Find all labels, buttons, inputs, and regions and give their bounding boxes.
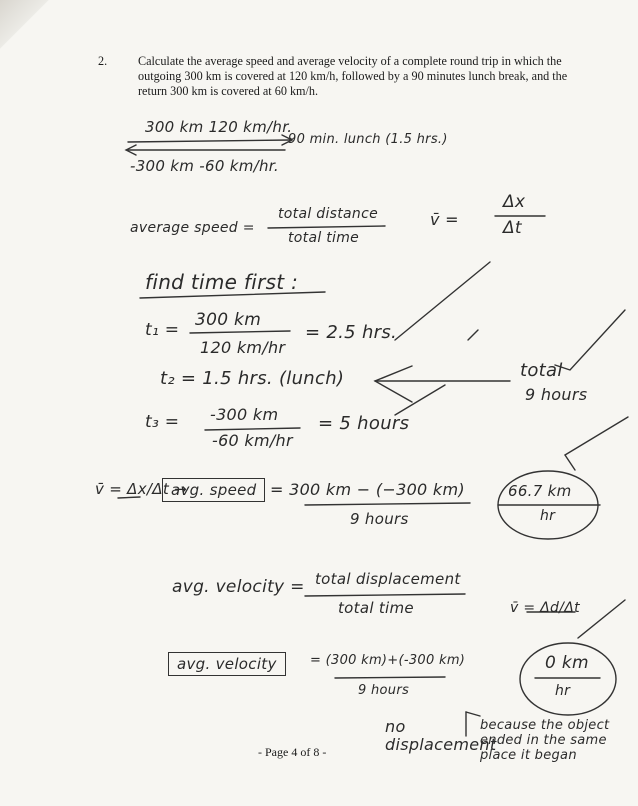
- problem-text: Calculate the average speed and average velocity of a complete round trip in which the outgoing 300 km is covered at 120 km/h, followed by a 90 minutes lunch break, and the return 300 km is covered at 60 km/h.: [138, 54, 568, 98]
- velocity-check: [578, 600, 625, 638]
- speed-fraction-bar: [305, 503, 470, 505]
- velocity-fraction-bar: [335, 677, 445, 678]
- avg-speed-fraction-bar: [268, 226, 385, 228]
- check-line-bottom: [395, 385, 445, 415]
- speed-numerator: = 300 km − (−300 km): [270, 480, 465, 499]
- velocity-numerator: = (300 km)+(-300 km): [310, 653, 466, 668]
- because-arrow-head: [466, 712, 480, 716]
- trip-return: -300 km -60 km/hr.: [130, 157, 279, 175]
- t1-denominator: 120 km/hr: [200, 338, 286, 357]
- avg-velocity-box: avg. velocity: [168, 652, 286, 676]
- t1-label: t₁ =: [145, 320, 180, 340]
- trip-outgoing: 300 km 120 km/hr.: [145, 118, 293, 136]
- check-line-top: [395, 262, 490, 340]
- velocity-denominator: 9 hours: [358, 683, 410, 698]
- velocity-def-fraction-bar: [305, 594, 465, 596]
- vbar-equals: v̄ =: [430, 210, 459, 229]
- t1-numerator: 300 km: [195, 310, 262, 330]
- trip-lunch: 90 min. lunch (1.5 hrs.): [288, 132, 448, 147]
- vbar-dx-dt: v̄ = Δx/Δt →: [95, 480, 187, 498]
- t2-line: t₂ = 1.5 hrs. (lunch): [160, 368, 345, 389]
- t1-fraction-bar: [190, 331, 290, 333]
- delta-t: Δt: [503, 218, 522, 238]
- page-footer: - Page 4 of 8 -: [258, 745, 327, 759]
- speed-result-unit: hr: [540, 508, 556, 524]
- velocity-result-number: 0 km: [545, 653, 589, 673]
- no-displacement-note: no displacement: [385, 717, 497, 754]
- speed-denominator: 9 hours: [350, 510, 409, 528]
- total-time: total time: [288, 230, 360, 246]
- total-distance: total distance: [278, 206, 378, 222]
- total-arrow-head: [375, 366, 412, 402]
- problem-number: 2.: [98, 54, 108, 68]
- avg-speed-label: average speed =: [130, 220, 255, 236]
- avg-velocity-label: avg. velocity =: [172, 577, 305, 597]
- find-time-first: find time first :: [145, 270, 299, 294]
- t1-check: [468, 330, 478, 340]
- speed-result-number: 66.7 km: [508, 482, 572, 500]
- t3-result: = 5 hours: [318, 413, 410, 434]
- total-time-2: total time: [338, 599, 414, 617]
- total-hours: 9 hours: [525, 385, 588, 404]
- delta-x: Δx: [503, 192, 526, 212]
- speed-check-tick: [565, 455, 575, 470]
- avg-speed-box: avg. speed: [162, 478, 265, 502]
- total-check: [555, 310, 625, 370]
- speed-check-line: [565, 417, 628, 455]
- t3-fraction-bar: [205, 428, 300, 430]
- velocity-result-unit: hr: [555, 683, 571, 699]
- because-note: because the object ended in the same place it began: [480, 718, 610, 763]
- t3-denominator: -60 km/hr: [212, 431, 293, 450]
- t3-numerator: -300 km: [210, 405, 279, 424]
- t1-result: = 2.5 hrs.: [305, 322, 398, 343]
- total-displacement: total displacement: [315, 570, 461, 588]
- outgoing-arrow: [128, 140, 290, 142]
- vbar-dd-dt: v̄ = Δd/Δt: [510, 600, 580, 616]
- t3-label: t₃ =: [145, 412, 180, 432]
- total-word: total: [520, 360, 563, 381]
